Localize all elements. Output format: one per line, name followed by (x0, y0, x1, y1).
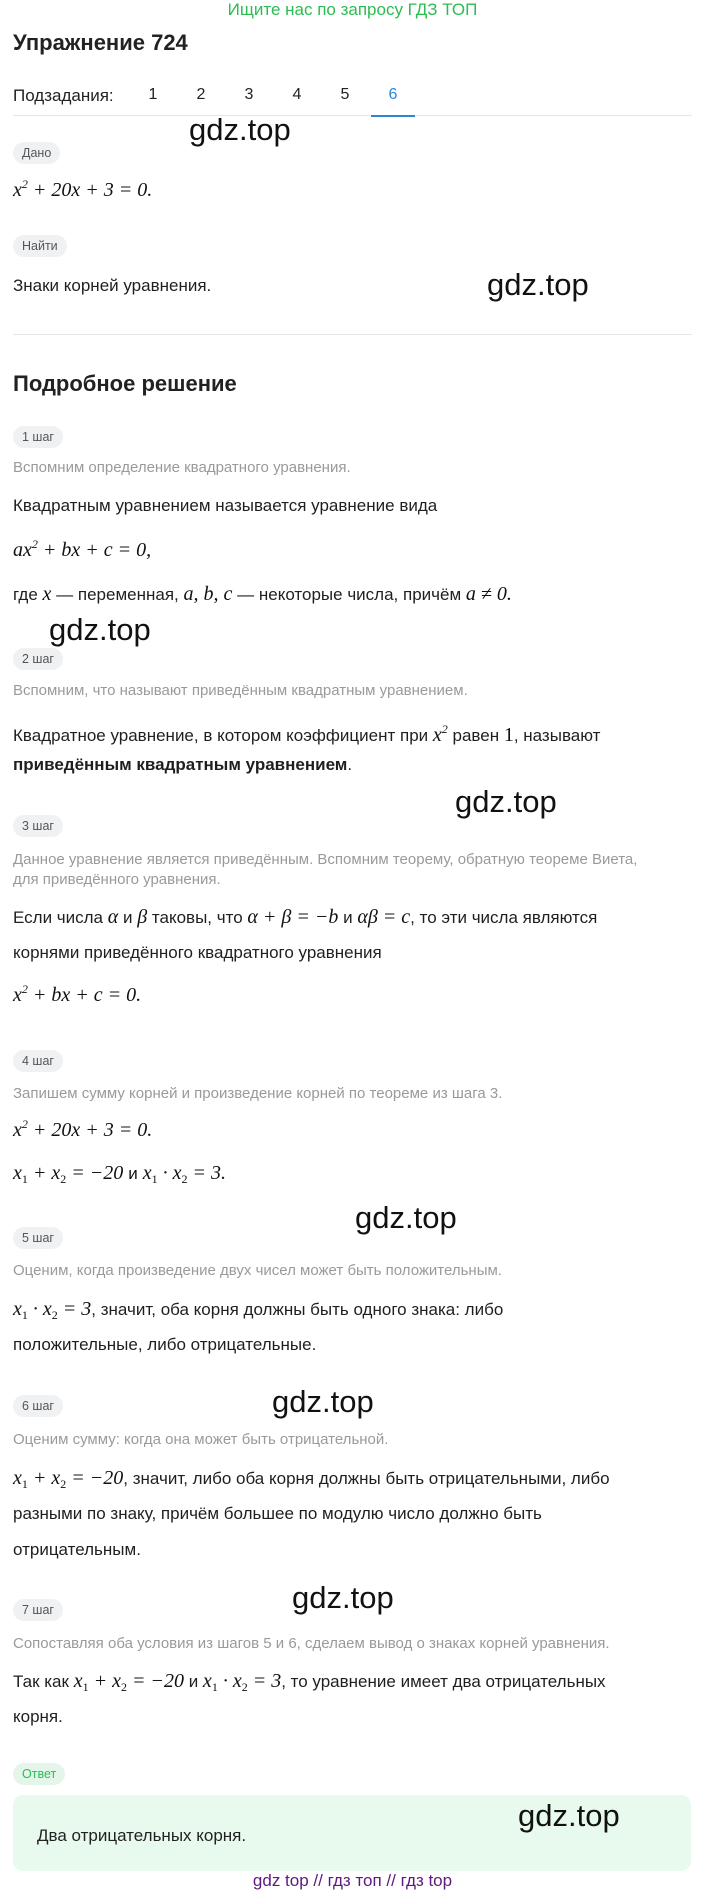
step-2-hint: Вспомним, что называют приведённым квадратным уравнением. (13, 682, 468, 699)
step-7-badge: 7 шаг (13, 1599, 63, 1621)
step-3-formula: $x^2$ + bx + c = 0. (13, 982, 142, 1006)
step-3-badge: 3 шаг (13, 815, 63, 837)
given-badge: Дано (13, 142, 60, 164)
tab-subtask-2[interactable]: 2 (196, 86, 206, 103)
watermark: gdz.top (272, 1384, 374, 1419)
tab-subtask-5[interactable]: 5 (340, 86, 350, 103)
tab-subtask-3[interactable]: 3 (244, 86, 254, 103)
find-text: Знаки корней уравнения. (13, 276, 212, 295)
step-4-formula-2: $x_1 + x_2 = -20$ и $x_1 \cdot x_2 = 3$. (13, 1162, 227, 1186)
step-6-line2: разными по знаку, причём большее по модулю число должно быть (13, 1504, 542, 1523)
step-3-line1: Если числа α и β таковы, что α + β = −b и αβ = c, то эти числа являются (13, 906, 598, 928)
tab-subtask-1[interactable]: 1 (148, 86, 158, 103)
step-6-hint: Оценим сумму: когда она может быть отрицательной. (13, 1431, 389, 1448)
top-banner[interactable]: Ищите нас по запросу ГДЗ ТОП (227, 0, 478, 19)
watermark: gdz.top (487, 267, 589, 302)
answer-text: Два отрицательных корня. (37, 1826, 247, 1845)
tab-subtask-6[interactable]: 6 (371, 86, 415, 117)
subtasks-nav (13, 82, 692, 116)
step-6-line3: отрицательным. (13, 1540, 141, 1559)
step-2-line2: приведённым квадратным уравнением. (13, 755, 353, 774)
watermark: gdz.top (518, 1798, 620, 1833)
step-4-badge: 4 шаг (13, 1050, 63, 1072)
step-6-line1: $x_1 + x_2 = -20$, значит, либо оба корня должны быть отрицательными, либо (13, 1467, 610, 1491)
step-5-hint: Оценим, когда произведение двух чисел может быть положительным. (13, 1262, 502, 1279)
tab-subtask-4[interactable]: 4 (292, 86, 302, 103)
page-title: Упражнение 724 (13, 30, 188, 55)
step-5-line2: положительные, либо отрицательные. (13, 1335, 317, 1354)
step-4-hint: Запишем сумму корней и произведение корней по теореме из шага 3. (13, 1085, 503, 1102)
find-badge: Найти (13, 235, 67, 257)
watermark: gdz.top (455, 784, 557, 819)
step-5-badge: 5 шаг (13, 1227, 63, 1249)
step-1-hint: Вспомним определение квадратного уравнения. (13, 459, 351, 476)
watermark: gdz.top (292, 1580, 394, 1615)
step-5-line1: $x_1 \cdot x_2 = 3$, значит, оба корня должны быть одного знака: либо (13, 1298, 504, 1322)
step-1-line1: Квадратным уравнением называется уравнение вида (13, 496, 438, 515)
step-1-badge: 1 шаг (13, 426, 63, 448)
step-3-hint-1: Данное уравнение является приведённым. Вспомним теорему, обратную теореме Виета, (13, 851, 638, 868)
step-4-formula-1: $x^2 + 20x + 3 = 0$. (13, 1117, 153, 1141)
watermark: gdz.top (189, 112, 291, 147)
step-3-hint-2: для приведённого уравнения. (13, 871, 221, 888)
divider (13, 334, 692, 335)
given-equation: $x^2 + 20x + 3 = 0$. (13, 177, 153, 201)
step-1-line2: где x — переменная, a, b, c — некоторые числа, причём a ≠ 0. (13, 583, 512, 605)
footer-links[interactable]: gdz top // гдз топ // гдз top (252, 1871, 453, 1890)
step-6-badge: 6 шаг (13, 1395, 63, 1417)
step-1-formula: $ax^2$ + bx + c = 0, (13, 537, 152, 561)
watermark: gdz.top (49, 612, 151, 647)
step-3-line2: корнями приведённого квадратного уравнения (13, 943, 382, 962)
step-7-hint: Сопоставляя оба условия из шагов 5 и 6, сделаем вывод о знаках корней уравнения. (13, 1635, 610, 1652)
step-2-line1: Квадратное уравнение, в котором коэффициент при $x^2$ равен 1, называют (13, 722, 601, 746)
step-2-badge: 2 шаг (13, 648, 63, 670)
step-7-line2: корня. (13, 1707, 63, 1726)
watermark: gdz.top (355, 1200, 457, 1235)
solution-title: Подробное решение (13, 371, 237, 396)
step-7-line1: Так как $x_1 + x_2 = -20$ и $x_1 \cdot x_2 = 3$, то уравнение имеет два отрицательных (13, 1670, 606, 1694)
answer-badge: Ответ (13, 1763, 65, 1785)
subtasks-label: Подзадания: (13, 86, 114, 105)
